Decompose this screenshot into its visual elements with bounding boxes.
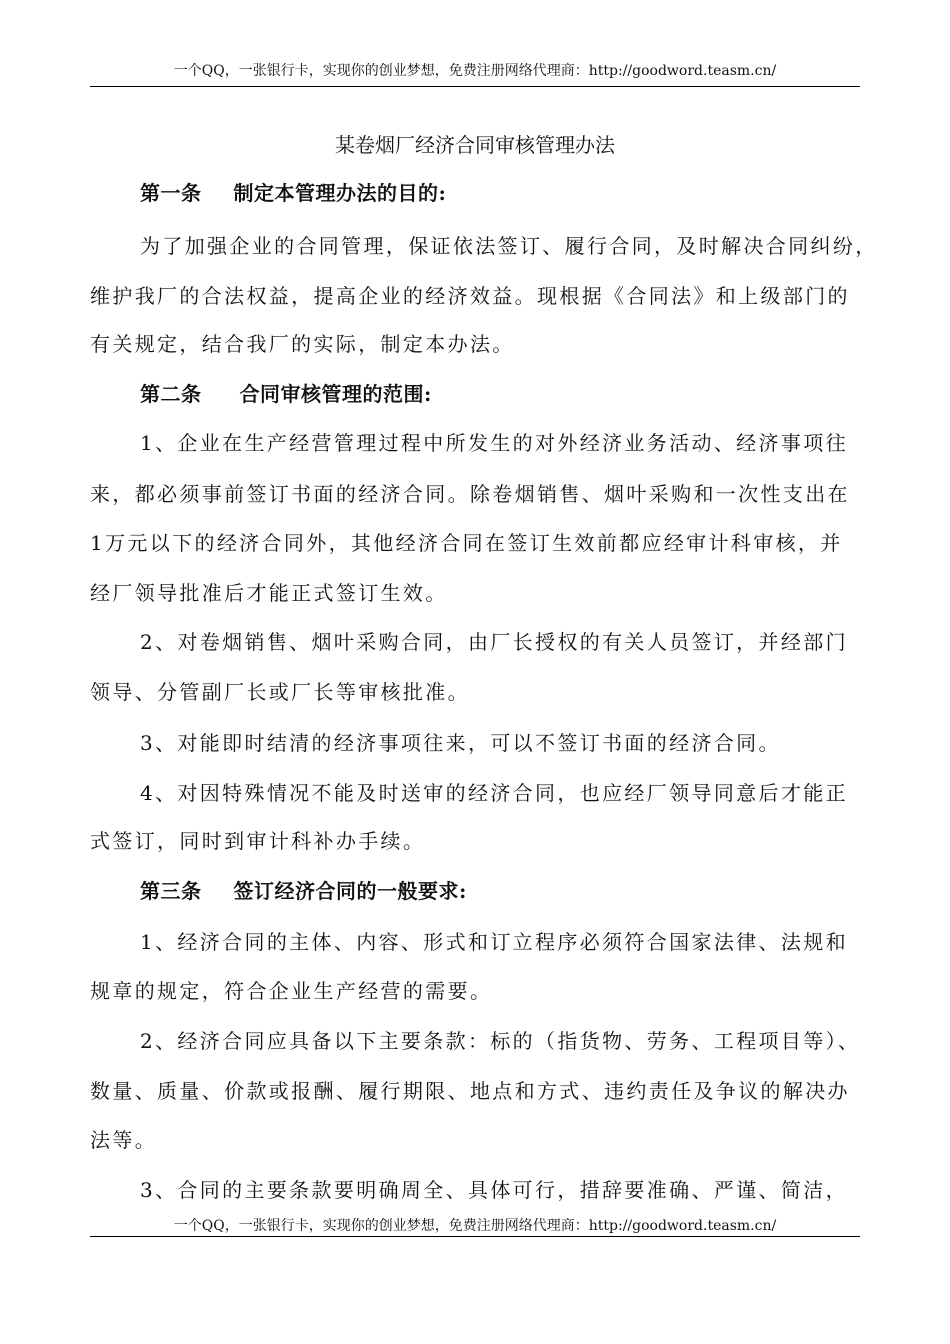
paragraph-line: 维护我厂的合法权益，提高企业的经济效益。现根据《合同法》和上级部门的 (90, 284, 850, 308)
header-ad-text: 一个QQ，一张银行卡，实现你的创业梦想，免费注册网络代理商：http://goodword.teasm.cn/ (173, 63, 777, 79)
paragraph-line: 领导、分管副厂长或厂长等审核批准。 (90, 680, 470, 704)
document-title: 某卷烟厂经济合同审核管理办法 (335, 133, 615, 157)
article-2-heading-text: 合同审核管理的范围: (239, 382, 432, 406)
paragraph-line: 3、对能即时结清的经济事项往来，可以不签订书面的经济合同。 (140, 731, 781, 755)
article-2-number: 第二条 (140, 382, 202, 406)
paragraph-line: 有关规定，结合我厂的实际，制定本办法。 (90, 332, 515, 356)
article-1-number: 第一条 (140, 181, 202, 205)
article-3-heading (140, 877, 860, 905)
paragraph-line: 1、企业在生产经营管理过程中所发生的对外经济业务活动、经济事项往 (140, 431, 848, 455)
paragraph-line: 2、经济合同应具备以下主要条款：标的（指货物、劳务、工程项目等）、 (140, 1029, 861, 1053)
article-2-heading (140, 380, 860, 408)
paragraph-line: 4、对因特殊情况不能及时送审的经济合同，也应经厂领导同意后才能正 (140, 781, 848, 805)
paragraph-line: 式签订，同时到审计科补办手续。 (90, 829, 426, 853)
paragraph-line: 数量、质量、价款或报酬、履行期限、地点和方式、违约责任及争议的解决办 (90, 1079, 850, 1103)
header-rule (90, 86, 860, 87)
footer-ad-text: 一个QQ，一张银行卡，实现你的创业梦想，免费注册网络代理商：http://goodword.teasm.cn/ (173, 1218, 777, 1234)
paragraph-line: 1万元以下的经济合同外，其他经济合同在签订生效前都应经审计科审核，并 (90, 531, 843, 555)
paragraph-line: 2、对卷烟销售、烟叶采购合同，由厂长授权的有关人员签订，并经部门 (140, 630, 848, 654)
paragraph-line: 经厂领导批准后才能正式签订生效。 (90, 581, 448, 605)
paragraph-line: 规章的规定，符合企业生产经营的需要。 (90, 979, 493, 1003)
paragraph-line: 3、合同的主要条款要明确周全、具体可行，措辞要准确、严谨、简洁， (140, 1178, 848, 1202)
footer-rule (90, 1236, 860, 1237)
article-1-heading (140, 179, 860, 207)
article-3-heading-text: 签订经济合同的一般要求: (233, 879, 467, 903)
paragraph-line: 法等。 (90, 1128, 158, 1152)
article-3-number: 第三条 (140, 879, 202, 903)
paragraph-line: 1、经济合同的主体、内容、形式和订立程序必须符合国家法律、法规和 (140, 930, 848, 954)
paragraph-line: 为了加强企业的合同管理，保证依法签订、履行合同，及时解决合同纠纷， (140, 234, 878, 258)
article-1-heading-text: 制定本管理办法的目的: (233, 181, 447, 205)
paragraph-line: 来，都必须事前签订书面的经济合同。除卷烟销售、烟叶采购和一次性支出在 (90, 482, 850, 506)
